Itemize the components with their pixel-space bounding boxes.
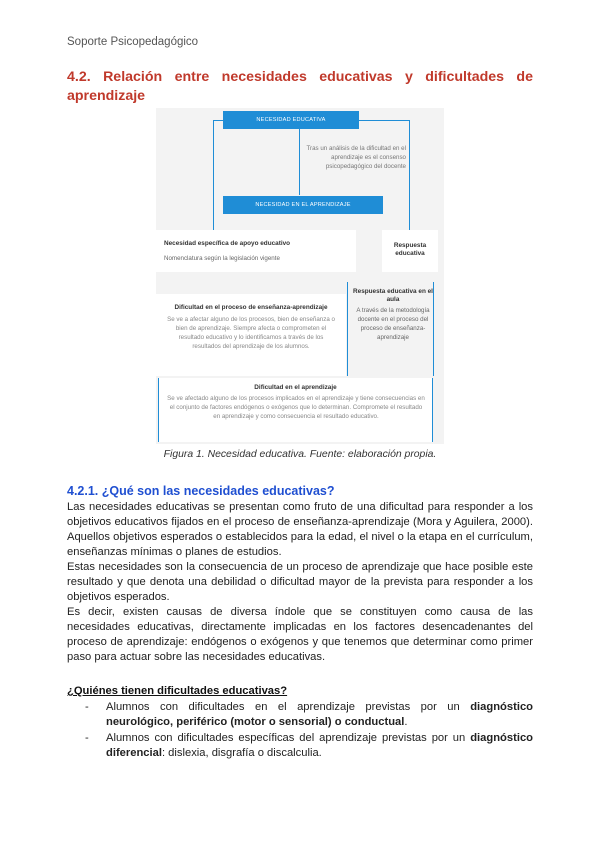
connector-line <box>299 129 300 195</box>
learning-difficulty-title: Dificultad en el aprendizaje <box>254 384 337 391</box>
page-header: Soporte Psicopedagógico <box>67 36 199 48</box>
necesidad-educativa-bar: NECESIDAD EDUCATIVA <box>223 111 359 129</box>
process-difficulty-title: Dificultad en el proceso de enseñanza-aprendizaje <box>174 304 328 311</box>
connector-line <box>409 120 410 230</box>
section-heading <box>67 68 533 106</box>
paragraph-3: Es decir, existen causas de diversa índole que se constituyen como causa de las necesidades educativas, directamente implicadas en los factores desencadenantes del proceso de aprendizaje: endógenos o exógenos y que tenemos que determinar como primer paso para actuar sobre las necesidades educativas. <box>67 606 533 663</box>
figure-caption: Figura 1. Necesidad educativa. Fuente: elaboración propia. <box>163 449 437 460</box>
specific-need-box <box>156 230 356 272</box>
classroom-response-title: Respuesta educativa en el aula <box>353 288 433 303</box>
list-item-body <box>106 700 533 730</box>
response-box <box>382 230 438 272</box>
list-item <box>85 700 533 730</box>
analysis-note: Tras un análisis de la dificultad en el aprendizaje es el consenso psicopedagógico del docente <box>306 145 406 170</box>
response-title: Respuesta educativa <box>393 242 427 257</box>
connector-line <box>213 120 223 121</box>
list-item-end: . <box>404 716 408 728</box>
connector-line <box>347 282 348 376</box>
specific-need-title: Necesidad específica de apoyo educativo <box>164 240 291 247</box>
process-difficulty-box <box>156 294 346 376</box>
list-item-body <box>106 731 533 761</box>
classroom-response-text: A través de la metodología docente en el proceso del proceso de enseñanza-aprendizaje <box>356 307 430 341</box>
specific-need-text: Nomenclatura según la legislación vigente <box>164 255 280 262</box>
figure-diagram <box>156 108 444 444</box>
list-item-text: Alumnos con dificultades en el aprendizaje previstas por un <box>106 701 471 713</box>
connector-line <box>213 120 214 232</box>
classroom-response-box <box>352 282 434 376</box>
list-dash: - <box>85 732 89 744</box>
connector-line <box>359 120 409 121</box>
list-item-bold: diagnóstico neurológico, periférico (motor o sensorial) o conductual <box>106 701 533 728</box>
learning-difficulty-text: Se ve afectado alguno de los procesos implicados en el aprendizaje y tiene consecuencias en el conjunto de factores endógenos o exógenos que lo determinan. Compromete el resultado en aprendizaje y como consecuencia el resultado educativo. <box>167 395 425 420</box>
list-item-text: Alumnos con dificultades específicas del aprendizaje previstas por un <box>106 732 471 744</box>
list-item-end: : dislexia, disgrafía o discalculia. <box>161 747 322 759</box>
paragraph-2: Estas necesidades son la consecuencia de un proceso de aprendizaje que hace posible este resultado y que denota una debilidad o dificultad mayor de la prevista para responder a los objetivos esperados. <box>67 561 533 603</box>
section-title: Relación entre necesidades educativas y dificultades de aprendizaje <box>67 69 533 104</box>
question-heading: ¿Quiénes tienen dificultades educativas? <box>67 685 288 697</box>
list-item-bold: diagnóstico diferencial <box>106 732 533 759</box>
process-difficulty-text: Se ve a afectar alguno de los procesos, bien de enseñanza o bien de aprendizaje. Siempre afecta o comprometen el resultado educativo y lo identificamos a través de los resultados del aprendizaje de los alumnos. <box>167 316 335 350</box>
subsection-heading: 4.2.1. ¿Qué son las necesidades educativas? <box>67 484 335 498</box>
list-dash: - <box>85 701 89 713</box>
connector-line <box>433 282 434 376</box>
section-number: 4.2. <box>67 69 91 85</box>
necesidad-aprendizaje-bar: NECESIDAD EN EL APRENDIZAJE <box>223 196 383 214</box>
list-item <box>85 731 533 761</box>
learning-difficulty-box <box>158 378 433 442</box>
paragraph-1: Las necesidades educativas se presentan como fruto de una dificultad para responder a los objetivos educativos fijados en el proceso de enseñanza-aprendizaje (Mora y Aguilera, 2000). Aquellos objetivos esperados o establecidos para la edad, el nivel o la etapa en el currículum, enseñanzas mínimas o planes de estudios. <box>67 501 533 558</box>
